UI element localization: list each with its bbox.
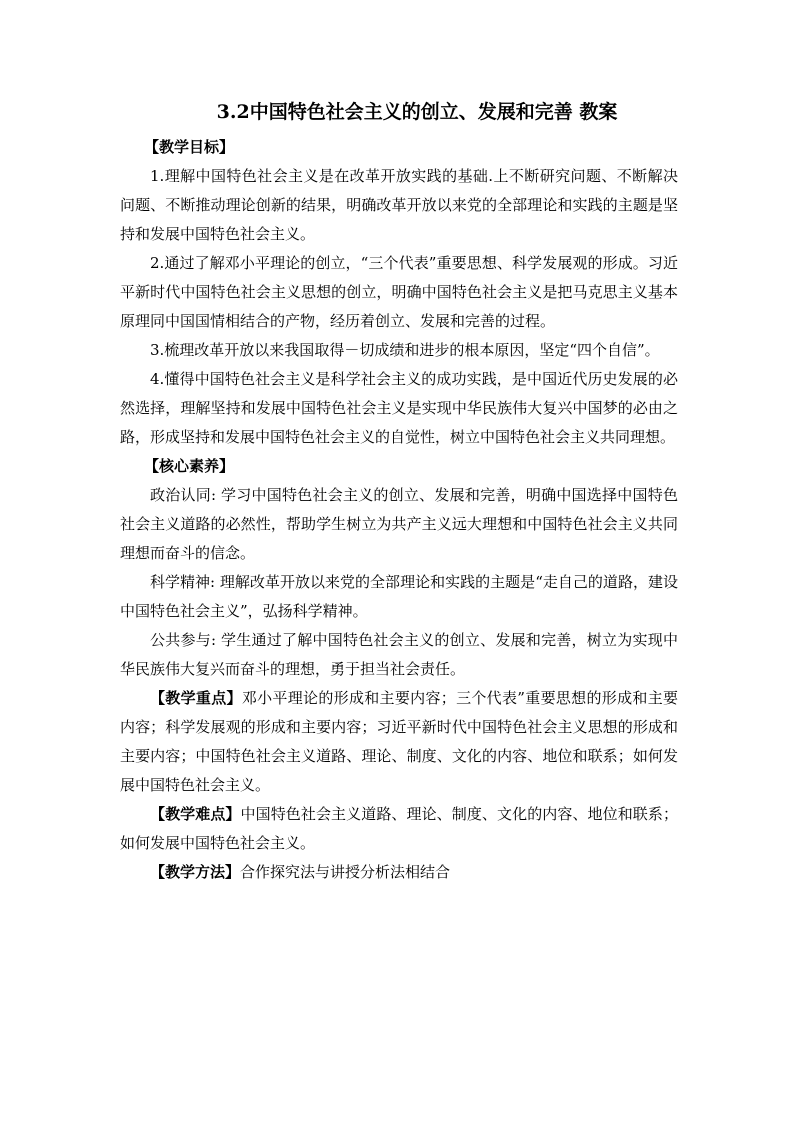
goal-item-2: 2.通过了解邓小平理论的创立，“三个代表”重要思想、科学发展观的形成。习近平新时代中国特色社会主义思想的创立，明确中国特色社会主义是把马克思主义基本原理同中国国情相结合的产物，经历着创立、发展和完善的过程。 (120, 254, 678, 330)
section-heading-difficulties: 【教学难点】 (150, 805, 241, 823)
key-points-paragraph (120, 684, 678, 800)
methods-paragraph (120, 858, 678, 887)
section-heading-literacy: 【核心素养】 (144, 457, 235, 475)
section-heading-key-points: 【教学重点】 (150, 689, 242, 707)
section-heading-methods: 【教学方法】 (150, 863, 241, 881)
document-body (120, 133, 678, 887)
difficulties-text: 中国特色社会主义道路、理论、制度、文化的内容、地位和联系；如何发展中国特色社会主义。 (120, 805, 678, 852)
literacy-item-participation: 公共参与: 学生通过了解中国特色社会主义的创立、发展和完善，树立为实现中华民族伟大复兴而奋斗的理想，勇于担当社会责任。 (120, 631, 678, 678)
difficulties-paragraph (120, 800, 678, 858)
goal-item-3: 3.梳理改革开放以来我国取得－切成绩和进步的根本原因，坚定“四个自信”。 (150, 341, 660, 359)
key-points-text: 邓小平理论的形成和主要内容；三个代表”重要思想的形成和主要内容；科学发展观的形成和主要内容；习近平新时代中国特色社会主义思想的形成和主要内容；中国特色社会主义道路、理论、制度、文化的内容、地位和联系；如何发展中国特色社会主义。 (120, 689, 678, 794)
literacy-item-political: 政治认同: 学习中国特色社会主义的创立、发展和完善，明确中国选择中国特色社会主义道路的必然性，帮助学生树立为共产主义远大理想和中国特色社会主义共同理想而奋斗的信念。 (120, 486, 678, 562)
methods-text: 合作探究法与讲授分析法相结合 (240, 863, 451, 881)
goal-item-4: 4.懂得中国特色社会主义是科学社会主义的成功实践，是中国近代历史发展的必然选择，理解坚持和发展中国特色社会主义是实现中华民族伟大复兴中国梦的必由之路，形成坚持和发展中国特色社会主义的自觉性，树立中国特色社会主义共同理想。 (120, 370, 678, 446)
section-heading-goals: 【教学目标】 (144, 138, 235, 156)
goal-item-1: 1.理解中国特色社会主义是在改革开放实践的基础.上不断研究问题、不断解决问题、不断推动理论创新的结果，明确改革开放以来党的全部理论和实践的主题是坚持和发展中国特色社会主义。 (120, 167, 678, 243)
document-title: 3.2中国特色社会主义的创立、发展和完善 教案 (216, 101, 618, 123)
literacy-item-science: 科学精神: 理解改革开放以来党的全部理论和实践的主题是“走自己的道路，建设中国特色社会主义”，弘扬科学精神。 (120, 573, 678, 620)
